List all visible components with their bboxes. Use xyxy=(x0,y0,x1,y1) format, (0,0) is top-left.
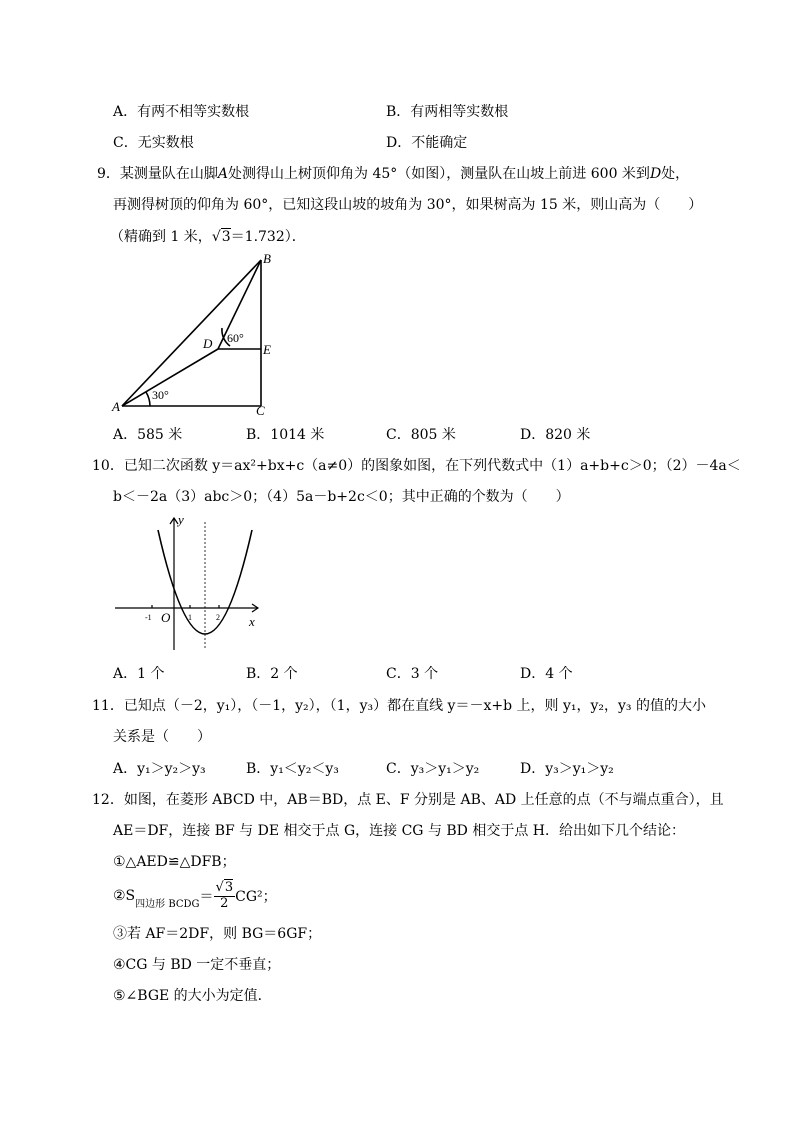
q8-option-d: D．不能确定 xyxy=(386,135,468,151)
q8-option-b: B．有两相等实数根 xyxy=(386,104,509,120)
q9-line1-text-b: 处测得山上树顶仰角为 45°（如图），测量队在山坡上前进 600 米到 xyxy=(228,166,650,182)
q12-c2-equals: ＝ xyxy=(199,889,214,905)
q10-option-b: B．2 个 xyxy=(246,666,298,682)
label-origin: O xyxy=(161,610,171,625)
label-60-degrees: 60° xyxy=(227,331,244,345)
q8-option-c: C．无实数根 xyxy=(113,135,194,151)
q12-line1: 12．如图，在菱形 ABCD 中，AB＝BD，点 E、F 分别是 AB、AD 上任意的点（不与端点重合），且 xyxy=(92,792,724,808)
q9-line3 xyxy=(110,226,306,246)
q9-line1 xyxy=(97,163,689,183)
q12-c2-fraction xyxy=(214,881,236,911)
q9-mountain-figure xyxy=(110,250,280,420)
q10-option-d: D．4 个 xyxy=(520,666,573,682)
label-minus1: -1 xyxy=(145,613,152,622)
q9-sqrt-radicand: 3 xyxy=(221,229,231,245)
q9-line2: 再测得树顶的仰角为 60°，已知这段山坡的坡角为 30°，如果树高为 15 米，则山高为（ ） xyxy=(113,197,703,213)
q9-line1-text-a: 某测量队在山脚 xyxy=(119,166,218,182)
q9-point-a: A xyxy=(217,166,229,182)
q10-option-a: A．1 个 xyxy=(113,666,165,682)
q11-line1: 11．已知点（－2，y₁），（－1，y₂），（1，y₃）都在直线 y＝－x+b 上，则 y₁，y₂，y₃ 的值的大小 xyxy=(92,698,706,714)
q9-line3-text-c: ＝1.732）． xyxy=(230,229,306,245)
q9-number: 9． xyxy=(97,166,120,182)
label-e: E xyxy=(263,342,271,357)
label-a: A xyxy=(112,399,120,414)
q12-conclusion-3: ③若 AF＝2DF，则 BG＝6GF； xyxy=(113,926,322,942)
q12-c2-tail: CG²； xyxy=(235,889,277,905)
label-30-degrees: 30° xyxy=(152,388,169,402)
label-y: y xyxy=(178,512,184,527)
q9-line3-text-a: （精确到 1 米， xyxy=(110,229,212,245)
q9-line1-text-c: 处， xyxy=(661,166,690,182)
q10-option-c: C．3 个 xyxy=(386,666,439,682)
q10-parabola-graph xyxy=(110,510,270,655)
q11-line2: 关系是（ ） xyxy=(113,729,211,745)
label-1: 1 xyxy=(188,613,192,622)
q9-option-a: A．585 米 xyxy=(113,427,183,443)
q10-line1: 10．已知二次函数 y＝ax²+bx+c（a≠0）的图象如图，在下列代数式中（1）a+b+c＞0；（2）－4a＜ xyxy=(92,458,741,474)
angle-30-arc xyxy=(146,392,150,406)
q12-c2-subscript: 四边形 BCDG xyxy=(135,898,200,910)
q9-point-d: D xyxy=(649,166,662,182)
q12-conclusion-4: ④CG 与 BD 一定不垂直； xyxy=(113,957,281,973)
q10-line2: b＜－2a（3）abc＞0；（4）5a－b+2c＜0；其中正确的个数为（ ） xyxy=(113,489,570,505)
label-c: C xyxy=(256,403,265,418)
q12-conclusion-5: ⑤∠BGE 的大小为定值． xyxy=(113,988,272,1004)
q8-option-a: A．有两不相等实数根 xyxy=(113,104,250,120)
q11-option-c: C．y₃＞y₁＞y₂ xyxy=(386,761,480,777)
sqrt-symbol: √ xyxy=(211,229,221,245)
q11-option-d: D．y₃＞y₁＞y₂ xyxy=(520,761,614,777)
label-2: 2 xyxy=(216,613,220,622)
q12-line2: AE＝DF，连接 BF 与 DE 相交于点 G，连接 CG 与 BD 相交于点 H．给出如下几个结论： xyxy=(113,823,686,839)
q12-c2-numerator xyxy=(214,881,236,896)
q9-option-b: B．1014 米 xyxy=(246,427,325,443)
q9-option-c: C．805 米 xyxy=(386,427,456,443)
line-ad xyxy=(122,349,218,406)
label-b: B xyxy=(263,251,271,266)
q12-conclusion-1: ①△AED≌△DFB； xyxy=(113,854,236,870)
q12-c2-denominator: 2 xyxy=(220,895,229,911)
q12-conclusion-2 xyxy=(113,875,277,917)
q11-option-b: B．y₁＜y₂＜y₃ xyxy=(246,761,339,777)
q12-c2-s: ②S xyxy=(113,888,136,904)
label-x: x xyxy=(249,614,255,629)
q9-option-d: D．820 米 xyxy=(520,427,591,443)
q12-c2-radicand: 3 xyxy=(224,880,234,896)
sqrt-symbol: √ xyxy=(215,880,224,896)
q11-option-a: A．y₁＞y₂＞y₃ xyxy=(113,761,206,777)
label-d: D xyxy=(203,336,213,351)
